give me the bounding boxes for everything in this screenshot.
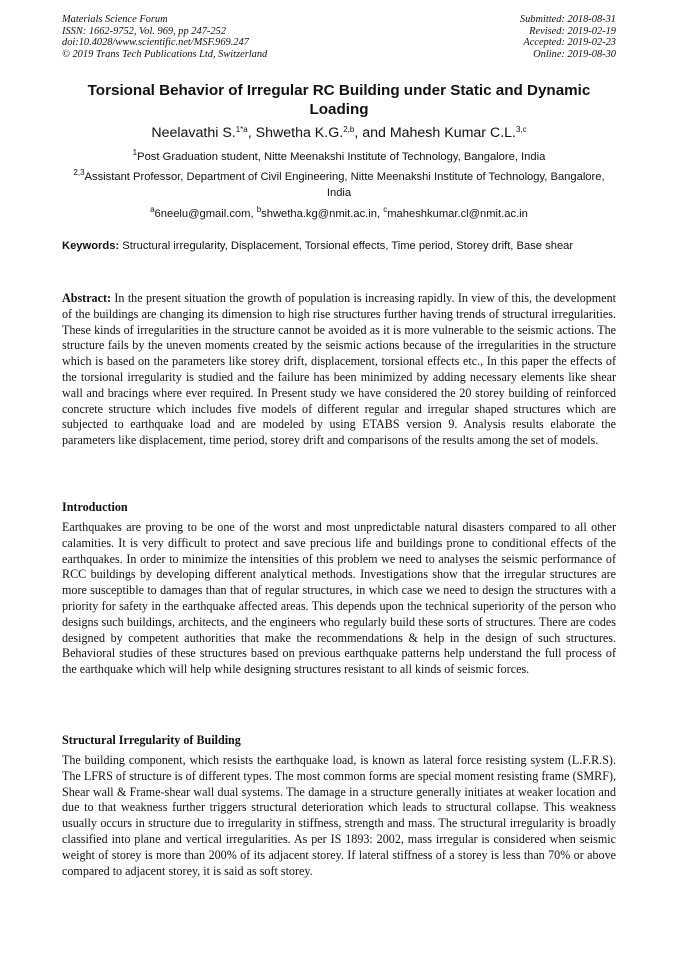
email-sup: c xyxy=(383,205,388,214)
affiliation-sup: 2,3 xyxy=(73,168,85,177)
email-sup: a xyxy=(150,205,155,214)
email-list: $^a$6neelu@gmail.com, $^b$shwetha.kg@nmit.ac.in, $^c$maheshkumar.cl@nmit.ac.in xyxy=(150,205,528,220)
keywords xyxy=(62,239,616,255)
email-link[interactable]: shwetha.kg@nmit.ac.in xyxy=(261,208,377,220)
abstract-label: Abstract: xyxy=(62,291,112,305)
keywords-text: Structural irregularity, Displacement, Torsional effects, Time period, Storey drift, Base shear xyxy=(119,240,574,252)
paper-title: Torsional Behavior of Irregular RC Building under Static and Dynamic Loading xyxy=(87,82,591,118)
author-sup: 3,c xyxy=(515,125,527,134)
submitted-date: Submitted: 2018-08-31 xyxy=(519,14,616,25)
author-sup: 1*a xyxy=(235,125,248,134)
introduction-heading: Introduction xyxy=(62,500,128,514)
affiliation-sup: 1 xyxy=(132,148,138,157)
keywords-label: Keywords: xyxy=(62,240,120,252)
author-name: Mahesh Kumar C.L. xyxy=(389,125,516,141)
copyright-line: © 2019 Trans Tech Publications Ltd, Switzerland xyxy=(62,48,268,60)
email-link[interactable]: maheshkumar.cl@nmit.ac.in xyxy=(387,208,528,220)
doi-line: doi:10.4028/www.scientific.net/MSF.969.247 xyxy=(62,37,249,49)
author-name: Shwetha K.G. xyxy=(255,125,344,141)
affiliation-text: Post Graduation student, Nitte Meenakshi Institute of Technology, Bangalore, India xyxy=(137,151,546,163)
journal-info xyxy=(62,14,267,60)
author-separator: , and xyxy=(354,125,390,141)
author-separator: , xyxy=(247,125,256,141)
structural-irregularity-heading: Structural Irregularity of Building xyxy=(62,733,241,747)
abstract xyxy=(62,291,616,449)
accepted-date: Accepted: 2019-02-23 xyxy=(523,37,616,49)
issn-line: ISSN: 1662-9752, Vol. 969, pp 247-252 xyxy=(62,25,226,37)
revised-date: Revised: 2019-02-19 xyxy=(529,25,616,37)
affiliation-1 xyxy=(62,149,616,165)
email-link[interactable]: 6neelu@gmail.com xyxy=(154,208,251,220)
abstract-text: In the present situation the growth of population is increasing rapidly. In view of this, the development of the buildings are changing its dimension to high rise structures further having trends of structural irregularities. These kinds of irregularities in the structure cannot be avoided as it is more vulnerable to the seismic actions. The structure fails by the uneven moments created by the seismic actions because of the irregularities in the structure which is based on the parameters like storey drift, displacement, torsional effects etc., In this paper the effects of the torsional irregularity is studied and the failure has been minimized by adding necessary elements like shear wall and bracings where ever required. In Present study we have considered the 20 storey building of reinforced concrete structure which includes five models of different regular and irregular shaped structures which are subjected to earthquake load and are modeled by using ETABS version 9. Analysis results elaborate the parameters like displacement, time period, storey drift and comparisons of the results among the set of models. xyxy=(62,291,616,448)
affiliation-2 xyxy=(62,169,616,201)
publication-dates xyxy=(520,14,616,60)
online-date: Online: 2019-08-30 xyxy=(533,48,616,60)
author-name: Neelavathi S. xyxy=(151,125,236,141)
journal-name: Materials Science Forum xyxy=(62,14,168,25)
author-sup: 2,b xyxy=(343,125,355,134)
affiliation-text: Assistant Professor, Department of Civil Engineering, Nitte Meenakshi Institute of Technology, Bangalore, India xyxy=(84,171,605,199)
author-list xyxy=(62,124,616,142)
email-sup: b xyxy=(256,205,262,214)
structural-irregularity-text: The building component, which resists the earthquake load, is known as lateral force resisting system (L.F.R.S). The LFRS of structure is of different types. The most common forms are special moment resisting frame (SMRF), Shear wall & Frame-shear wall dual systems. The damage in a structure generally initiates at weaker location and due to that weakness further triggers structural deterioration which leads to structural collapse. This weakness usually occurs in structure due to irregularity in stiffness, strength and mass. The structural irregularity is broadly classified into plane and vertical irregularities. As per IS 1893: 2002, mass irregular is considered when seismic weight of storey is more than 200% of its adjacent storey. If lateral stiffness of a storey is less than 70% or above compared to adjacent storey, it is said as soft storey. xyxy=(62,753,616,878)
introduction-text: Earthquakes are proving to be one of the worst and most unpredictable natural disasters compared to all other calamities. It is very difficult to protect and save precious life and buildings prone to conditional effects of the earthquakes. In order to minimize the intensities of this problem we need to analyses the seismic performance of RCC buildings by developing different analytical methods. Investigations show that the irregular structures are more susceptible to damages than that of regular structures, in which case we need to design the structures with a priority for safety in the earthquake affected areas. This depends upon the technical superiority of the person who designs such buildings, architects, and the engineers who regularly build these sorts of structures. There are codes designed by competent authorities that make the recommendations & help in the design of such structures. Behavioral studies of these structures based on previous earthquake patterns help understand the full process of the earthquake which will help while designing structures resistant to all kinds of seismic forces. xyxy=(62,520,616,677)
